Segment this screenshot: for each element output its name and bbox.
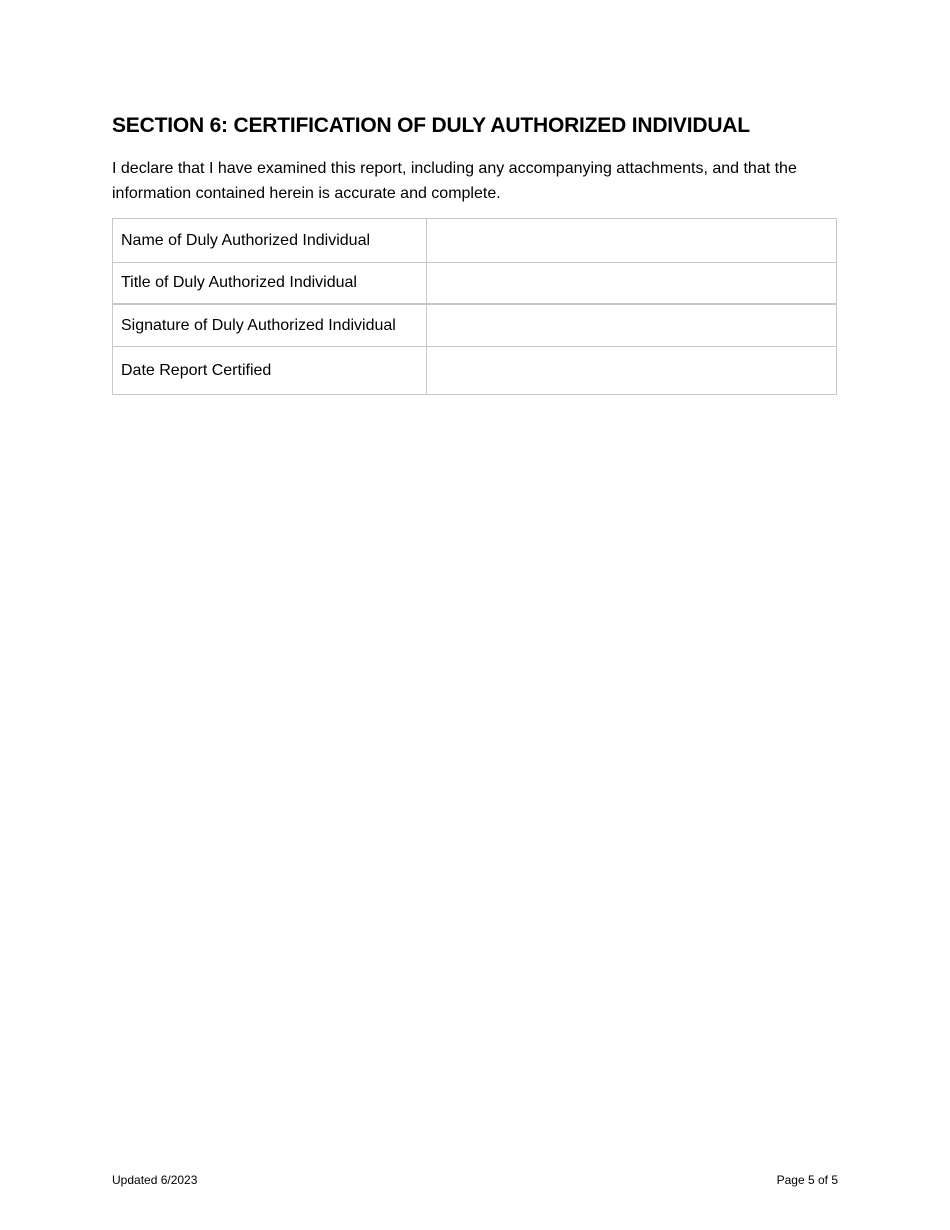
table-row-title: [113, 263, 837, 305]
table-row-date: [113, 347, 837, 395]
field-value-name[interactable]: [427, 219, 837, 263]
declaration-text: I declare that I have examined this report, including any accompanying attachments, and that the information contained herein is accurate and complete.: [112, 160, 797, 202]
table-row-name: [113, 219, 837, 263]
field-value-signature[interactable]: [427, 304, 837, 347]
section-title: SECTION 6: CERTIFICATION OF DULY AUTHORIZED INDIVIDUAL: [112, 114, 750, 137]
table-row-signature: [113, 304, 837, 347]
field-value-date[interactable]: [427, 347, 837, 395]
certification-table: [112, 218, 837, 395]
field-label-signature: Signature of Duly Authorized Individual: [113, 304, 427, 347]
footer-page-number: Page 5 of 5: [776, 1173, 838, 1187]
field-label-name: Name of Duly Authorized Individual: [113, 219, 427, 263]
footer-updated-date: Updated 6/2023: [112, 1173, 198, 1187]
field-label-date: Date Report Certified: [113, 347, 427, 395]
field-value-title[interactable]: [427, 263, 837, 305]
field-label-title: Title of Duly Authorized Individual: [113, 263, 427, 305]
